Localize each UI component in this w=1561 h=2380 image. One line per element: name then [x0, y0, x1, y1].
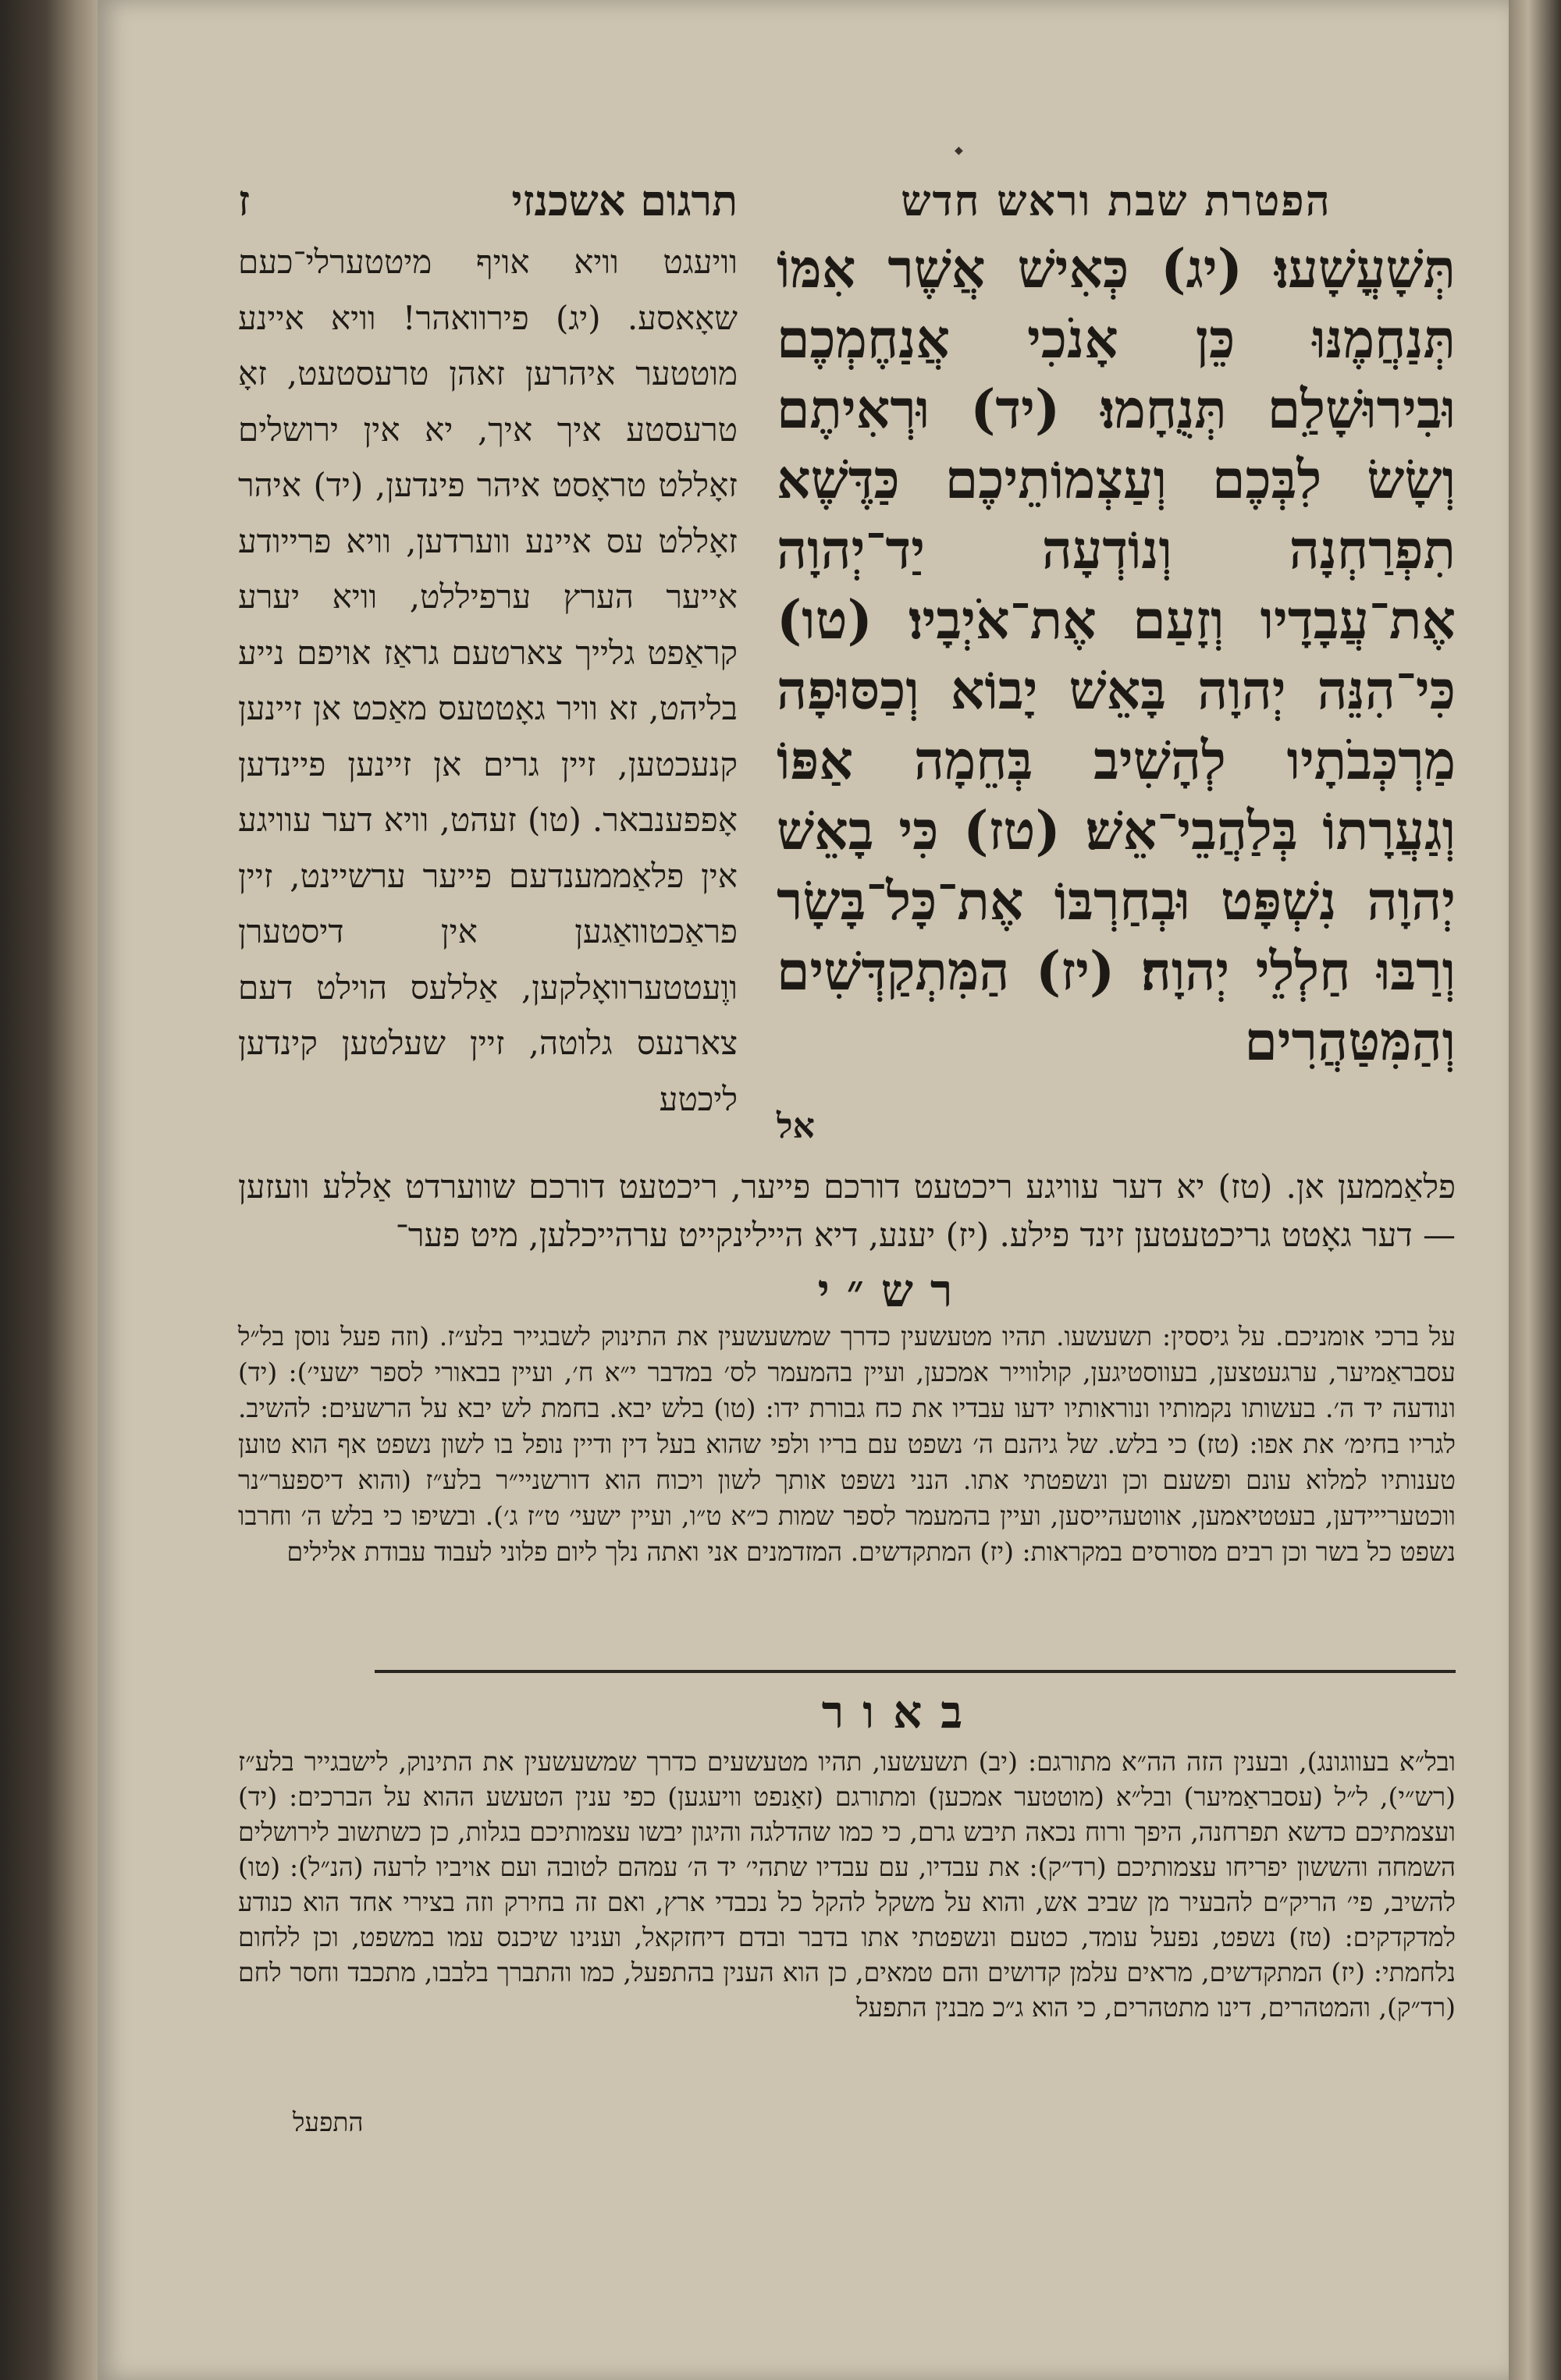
- targum-title: תרגום אשכנזי: [511, 176, 738, 226]
- rashi-heading: רש״י: [817, 1264, 970, 1317]
- page-number: ז: [238, 176, 251, 226]
- biur-commentary: ובל״א בעווגונג), ובענין הזה הה״א מתורגם: (יב) תשעשעו, תהיו מטעשעים כדרך שמשעשעין את התינוק, לישבגייר בלע״ז (רש״י), ל״ל (עסבראַמיער) ובל״א (מוטטער אמכען) ומתורגם (זאַנפט וויעגען) כפי ענין הטעשע ההוא על הברכים: (יד) ועצמתיכם כדשא תפרחנה, היפך ורוח נכאה תיבש גרם, כי כמו שהדלגה והיגון יבשו עצמותיכם בגלות, כן כשתשוב לירושלים השמחה והששון יפריחו עצמותיכם (רד״ק): את עבדיו, עם עבדיו שתהי׳ יד ה׳ עמהם לטובה ועם אויביו לרעה (הנ״ל): (טו) להשיב, פי׳ הריק״ם להבעיר מן שביב אש, והוא על משקל להקל כל נכבדי ארץ, ואם זה בחירק וזה בצירי אחד הוא כנודע למדקדקים: (טז) נשפט, נפעל עומד, כטעם ונשפטתי אתו בדבר ובדם דיחזקאל, וענינו שיכנס עמו במשפט, וכן ללחום נלחמתי: (יז) המתקדשים, מראים עלמן קדושים והם טמאים, כן הוא הענין בהתפעל, כמו והתברך בלבבו, מתכבד וחסר לחם (רד״ק), והמטהרים, דינו מתטהרים, כי הוא ג״כ מבנין התפעל: [238, 1746, 1456, 2023]
- page-ornament: ◆: [955, 144, 963, 157]
- book-spine: [0, 0, 101, 2380]
- rashi-commentary: על ברכי אומניכם. על גיססין: תשעשעו. תהיו מטעשעין כדרך שמשעשעין את התינוק לשבגייר בלע״ז. (וזה פעל נוסן בל״ל עסבראַמיער, ערגעטצען, בעווסטיגען, קולווייר אמכען, ועיין בהמעמר לס׳ במדבר י״א ח׳, ועיין בבאורי לספר ישעי׳): (יד) ונודעה יד ה׳. בעשותו נקמותיו ונוראותיו ידעו עבדיו את כח גבורת ידו: (טו) בלש יבא. בחמת לש יבא על הרשעים: להשיב. לגריו בחימ׳ את אפו: (טז) כי בלש. של גיהנם ה׳ נשפט עם בריו ולפי שהוא בעל דין ודיין נופל בו לשון נשפט אף הוא טוען טענותיו למלוא עונם ופשעם וכן ונשפטתי אתו. הנני נשפט אותך לשון ויכוח הוא דורשניי״ר בלע״ז (והוא דיספער״נר ווכטערייידען, בעטטיאמען, אווטעהייסען, ועיין בהמעמר לספר שמות כ״א ט״ו, ועיין ישעי׳ ט״ז ג׳). ובשיפו כי בלש ה׳ וחרבו נשפט כל בשר וכן רבים מסורסים במקראות: (יז) המתקדשים. המזדמנים אני ואתה נלך ליום פלוני לעבוד עבודת אלילים: [238, 1321, 1456, 1567]
- targum-header: [238, 176, 738, 226]
- section-divider: [375, 1670, 1456, 1673]
- targum-column: וויעגט וויא אויף מיטטערלי־כעם שאָאסע. (יג) פירוואהר! וויא איינע מוטטער איהרען זאהן טרעסטעט, זאָ טרעסטע איך איך, יא אין ירושלים זאָללט טראָסט איהר פינדען, (יד) איהר זאָללט עס איינע ווערדען, וויא פרייודע אייער הערץ ערפיללט, וויא יערע קראַפט גלייך צארטעם גראַז אויפם נייע בליהט, זא וויר גאָטטעס מאַכט אן זיינען קנעכטען, זיין גרים אן זיינען פיינדען אָפפענבאר. (טו) זעהט, וויא דער עוויגע אין פלאַממענדעם פייער ערשיינט, זיין פראַכטוואַגען אין דיסטערן ווֶעטטערוואָלקען, אַללעס הוילט דעם צארנעס גלוטה, זיין שעלטען קינדען ליכטע: [238, 243, 738, 1118]
- book-page: [98, 0, 1509, 2380]
- biur-catchword: התפעל: [293, 2107, 364, 2137]
- targum-continuation: פלאַממען אן. (טז) יא דער עוויגע ריכטעט דורכם פייער, ריכטעט דורכם שווערדט אַללע וועזען — דער גאָטט גריכטעטען זינד פילע. (יז) יענע, דיא היילינקייט ערהייכלען, מיט פער־: [238, 1167, 1456, 1254]
- main-catchword: אל: [777, 1107, 815, 1146]
- running-head: הפטרת שבת וראש חדש: [901, 176, 1332, 226]
- main-biblical-text: תְּשָׁעֳשָׁעוּ׃ (יג) כְּאִישׁ אֲשֶׁר אִמּוֹ תְּנַחֲמֶנּוּ כֵּן אָנֹכִי אֲנַחֶמְכֶם וּבִירוּשָׁלִַם תְּנֻחָמוּ׃ (יד) וּרְאִיתֶם וְשָׂשׂ לִבְּכֶם וְעַצְמוֹתֵיכֶם כַּדֶּשֶׁא תִפְרַחְנָה וְנוֹדְעָה יַד־יְהוָה אֶת־עֲבָדָיו וְזָעַם אֶת־אֹיְבָיו׃ (טו) כִּי־הִנֵּה יְהוָה בָּאֵשׁ יָבוֹא וְכַסּוּפָה מַרְכְּבֹתָיו לְהָשִׁיב בְּחֵמָה אַפּוֹ וְגַעֲרָתוֹ בְּלַהֲבֵי־אֵשׁ׃ (טז) כִּי בָאֵשׁ יְהוָה נִשְׁפָּט וּבְחַרְבּוֹ אֶת־כָּל־בָּשָׂר וְרַבּוּ חַלְלֵי יְהוָה׃ (יז) הַמִּתְקַדְּשִׁים וְהַמִּטַּהֲרִים: [777, 238, 1456, 1073]
- adjacent-page-edge: [1506, 0, 1561, 2380]
- biur-heading: באור: [821, 1686, 982, 1739]
